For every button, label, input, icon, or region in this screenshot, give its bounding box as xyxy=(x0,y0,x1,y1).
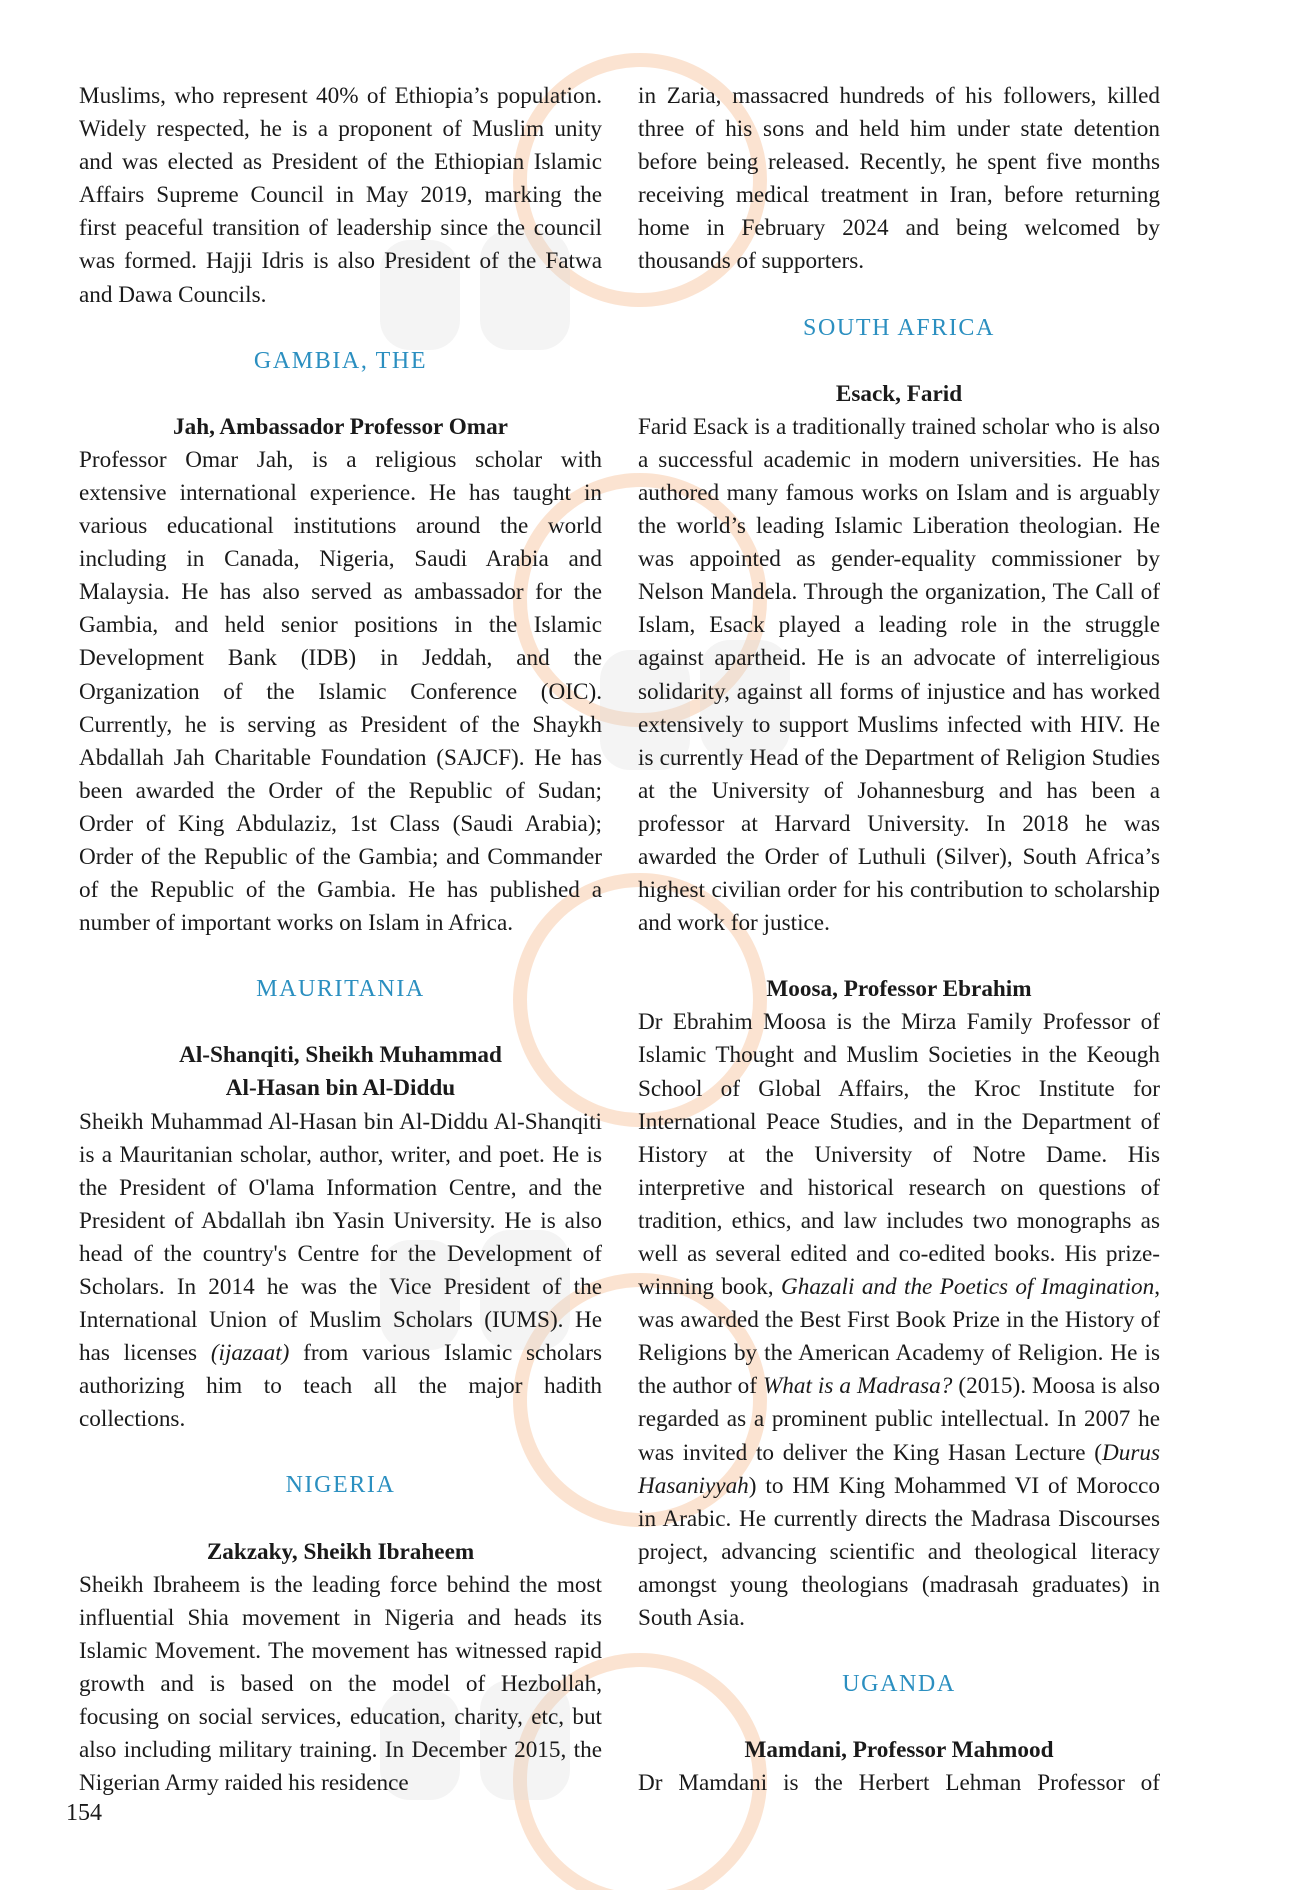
section-heading-south-africa: SOUTH AFRICA xyxy=(803,314,995,341)
section-heading-uganda: UGANDA xyxy=(842,1671,956,1698)
person-name-al-shanqiti-line2: Al-Hasan bin Al-Diddu xyxy=(225,1075,456,1102)
person-name-al-shanqiti-line1: Al-Shanqiti, Sheikh Muhammad xyxy=(179,1042,502,1069)
bio-al-shanqiti-italic: (ijazaat) xyxy=(210,1340,290,1367)
continuation-paragraph: in Zaria, massacred hundreds of his followers, killed three of his sons and held him under state detention before being released. Recently, he spent five months receiving medical treatment in Iran, before returning home in February 2024 and being welcomed by thousands of supporters. xyxy=(638,83,1160,275)
person-name-zakzaky: Zakzaky, Sheikh Ibraheem xyxy=(206,1538,475,1565)
bio-moosa-part2: , was awarded the Best First Book Prize in the History of Religions by the American Academy of Religion. He is the author of xyxy=(638,1274,1161,1400)
bio-moosa-part4: ) to HM King Mohammed VI of Morocco in Arabic. He currently directs the Madrasa Discourses project, advancing scientific and theological literacy amongst young theologians (madrasah graduates) in South Asia. xyxy=(638,1472,1160,1632)
person-name-omar-jah: Jah, Ambassador Professor Omar xyxy=(173,413,508,440)
intro-paragraph: Muslims, who represent 40% of Ethiopia’s population. Widely respected, he is a proponent of Muslim unity and was elected as President of the Ethiopian Islamic Affairs Supreme Council in May 2019, marking the first peaceful transition of leadership since the council was formed. Hajji Idris is also President of the Fatwa and Dawa Councils. xyxy=(79,83,602,308)
section-heading-mauritania: MAURITANIA xyxy=(256,976,425,1003)
bio-mamdani: Dr Mamdani is the Herbert Lehman Professor of xyxy=(638,1770,1160,1797)
section-heading-gambia: GAMBIA, THE xyxy=(253,347,428,374)
bio-omar-jah: Professor Omar Jah, is a religious scholar with extensive international experience. He has taught in various educational institutions around the world including in Canada, Nigeria, Saudi Arabia and Malaysia. He has also served as ambassador for the Gambia, and held senior positions in the Islamic Development Bank (IDB) in Jeddah, and the Organization of the Islamic Conference (OIC). Currently, he is serving as President of the Shaykh Abdallah Jah Charitable Foundation (SAJCF). He has been awarded the Order of the Republic of Sudan; Order of King Abdulaziz, 1st Class (Saudi Arabia); Order of the Republic of the Gambia; and Commander of the Republic of the Gambia. He has published a number of important works on Islam in Africa. xyxy=(79,446,602,937)
bio-zakzaky: Sheikh Ibraheem is the leading force behind the most influential Shia movement in Nigeria and heads its Islamic Movement. The movement has witnessed rapid growth and is based on the model of Hezbollah, focusing on social services, education, charity, etc, but also including military training. In December 2015, the Nigerian Army raided his residence xyxy=(79,1571,602,1797)
section-heading-nigeria: NIGERIA xyxy=(285,1472,396,1499)
bio-moosa-book1: Ghazali and the Poetics of Imagination xyxy=(781,1274,1155,1301)
bio-moosa-lecture: Durus Hasaniyyah xyxy=(638,1439,1160,1499)
left-column xyxy=(79,80,602,1800)
person-name-mamdani: Mamdani, Professor Mahmood xyxy=(744,1737,1054,1764)
right-column xyxy=(638,80,1160,1800)
bio-al-shanqiti xyxy=(79,1106,602,1437)
bio-esack: Farid Esack is a traditionally trained scholar who is also a successful academic in modern universities. He has authored many famous works on Islam and is arguably the world’s leading Islamic Liberation theologian. He was appointed as gender-equality commissioner by Nelson Mandela. Through the organization, The Call of Islam, Esack played a leading role in the struggle against apartheid. He is an advocate of interreligious solidarity, against all forms of injustice and has worked extensively to support Muslims infected with HIV. He is currently Head of the Department of Religion Studies at the University of Johannesburg and has been a professor at Harvard University. In 2018 he was awarded the Order of Luthuli (Silver), South Africa’s highest civilian order for his contribution to scholarship and work for justice. xyxy=(638,413,1160,937)
bio-moosa-book2: What is a Madrasa? xyxy=(762,1373,953,1400)
bio-moosa xyxy=(638,1006,1160,1635)
bio-moosa-part1: Dr Ebrahim Moosa is the Mirza Family Professor of Islamic Thought and Muslim Societies in the Keough School of Global Affairs, the Kroc Institute for International Peace Studies, and in the Department of History at the University of Notre Dame. His interpretive and historical research on questions of tradition, ethics, and law includes two monographs as well as several edited and co-edited books. His prize-winning book, xyxy=(638,1009,1160,1301)
person-name-moosa: Moosa, Professor Ebrahim xyxy=(766,976,1032,1003)
page-number: 154 xyxy=(66,1800,102,1826)
bio-moosa-part3: (2015). Moosa is also regarded as a prominent public intellectual. In 2007 he was invited to deliver the King Hasan Lecture ( xyxy=(638,1373,1160,1466)
person-name-esack: Esack, Farid xyxy=(835,380,963,407)
bio-al-shanqiti-part2: from various Islamic scholars authorizing him to teach all the major hadith collections. xyxy=(79,1340,602,1433)
bio-al-shanqiti-part1: Sheikh Muhammad Al-Hasan bin Al-Diddu Al-Shanqiti is a Mauritanian scholar, author, writer, and poet. He is the President of O'lama Information Centre, and the President of Abdallah ibn Yasin University. He is also head of the country's Centre for the Development of Scholars. In 2014 he was the Vice President of the International Union of Muslim Scholars (IUMS). He has licenses xyxy=(79,1108,602,1367)
